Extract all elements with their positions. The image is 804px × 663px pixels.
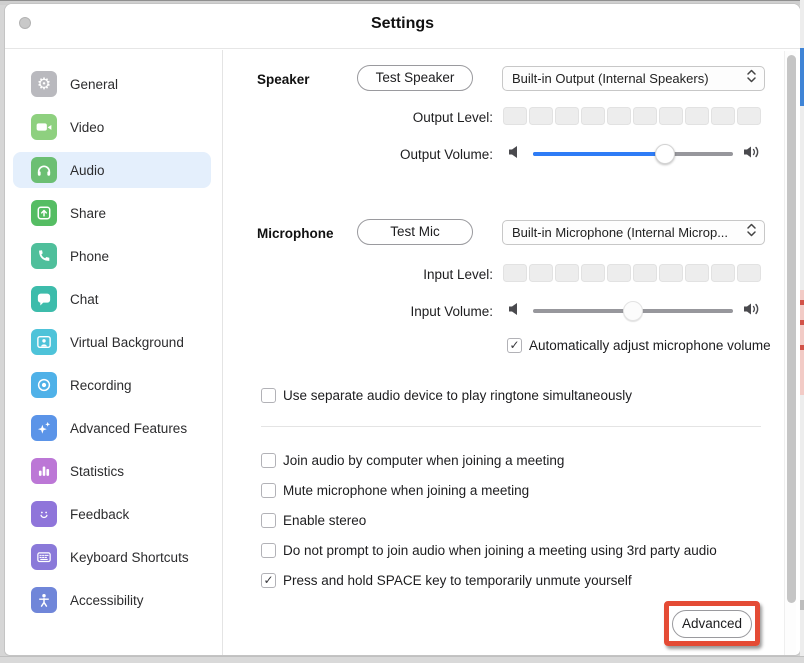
sidebar-label: Accessibility: [70, 592, 144, 608]
checkbox-enable-stereo[interactable]: [261, 513, 366, 528]
checkbox-label: Join audio by computer when joining a meeting: [283, 453, 565, 468]
speaker-section-label: Speaker: [257, 72, 310, 87]
checkbox-auto-adjust-mic-volume[interactable]: [507, 338, 771, 353]
video-camera-icon: [31, 114, 57, 140]
sidebar-label: Share: [70, 205, 107, 221]
checkbox-space-to-unmute[interactable]: [261, 573, 632, 588]
output-level-label: Output Level:: [412, 110, 493, 125]
scrollbar-track[interactable]: [784, 51, 796, 656]
output-volume-slider[interactable]: [533, 144, 733, 164]
input-level-meter: [503, 264, 761, 282]
microphone-section-label: Microphone: [257, 226, 334, 241]
speaker-device-dropdown[interactable]: [502, 66, 765, 91]
output-volume-label: Output Volume:: [399, 147, 493, 162]
headphones-icon: [31, 157, 57, 183]
advanced-button[interactable]: Advanced: [672, 610, 752, 638]
output-level-meter: [503, 107, 761, 125]
accessibility-person-icon: [31, 587, 57, 613]
sidebar-item-video[interactable]: [13, 109, 211, 145]
checkbox-box[interactable]: [261, 483, 276, 498]
chat-bubble-icon: [31, 286, 57, 312]
test-speaker-button[interactable]: Test Speaker: [357, 65, 473, 91]
sidebar-item-virtual-background[interactable]: [13, 324, 211, 360]
checkbox-mute-mic-on-join[interactable]: [261, 483, 529, 498]
input-level-label: Input Level:: [423, 267, 493, 282]
checkbox-box[interactable]: [261, 543, 276, 558]
sidebar-label: Audio: [70, 162, 105, 178]
checkbox-box[interactable]: [261, 513, 276, 528]
microphone-device-value: Built-in Microphone (Internal Microp...: [512, 225, 729, 240]
sidebar-item-advanced-features[interactable]: [13, 410, 211, 446]
input-volume-label: Input Volume:: [410, 304, 493, 319]
sidebar-label: General: [70, 76, 119, 92]
checkbox-join-audio-by-computer[interactable]: [261, 453, 564, 468]
sidebar-label: Advanced Features: [70, 420, 188, 436]
desktop-background-bottom: [0, 656, 804, 663]
sidebar-item-phone[interactable]: [13, 238, 211, 274]
checkbox-label: Enable stereo: [283, 513, 367, 528]
sidebar-label: Feedback: [70, 506, 130, 522]
speaker-high-icon: [743, 145, 760, 164]
smiley-face-icon: [31, 501, 57, 527]
phone-icon: [31, 243, 57, 269]
sparkles-icon: [31, 415, 57, 441]
checkbox-label: Mute microphone when joining a meeting: [283, 483, 530, 498]
checkmark-icon: ✓: [509, 338, 520, 352]
sidebar-item-share[interactable]: [13, 195, 211, 231]
sidebar: [5, 50, 223, 656]
test-mic-button[interactable]: Test Mic: [357, 219, 473, 245]
checkbox-no-prompt-3rd-party-audio[interactable]: [261, 543, 717, 558]
share-up-arrow-icon: [31, 200, 57, 226]
checkmark-icon: ✓: [263, 573, 274, 587]
speaker-high-icon: [743, 302, 760, 321]
scrollbar-thumb[interactable]: [787, 55, 796, 603]
sidebar-item-audio[interactable]: [13, 152, 211, 188]
sidebar-item-general[interactable]: [13, 66, 211, 102]
titlebar[interactable]: [5, 4, 800, 49]
sidebar-label: Chat: [70, 291, 99, 307]
chevron-up-down-icon: [746, 223, 757, 242]
sidebar-item-keyboard-shortcuts[interactable]: [13, 539, 211, 575]
section-divider: [261, 426, 761, 427]
bar-chart-icon: [31, 458, 57, 484]
sidebar-label: Recording: [70, 377, 132, 393]
settings-window: [4, 3, 801, 656]
gear-icon: ⚙: [31, 71, 57, 97]
speaker-device-value: Built-in Output (Internal Speakers): [512, 71, 709, 86]
microphone-device-dropdown[interactable]: [502, 220, 765, 245]
checkbox-label: Automatically adjust microphone volume: [529, 338, 771, 353]
audio-settings-panel: [224, 50, 790, 656]
sidebar-item-feedback[interactable]: [13, 496, 211, 532]
checkbox-label: Use separate audio device to play ringtone simultaneously: [283, 388, 632, 403]
input-volume-slider-thumb: [623, 301, 643, 321]
output-volume-slider-thumb[interactable]: [655, 144, 675, 164]
checkbox-box[interactable]: [261, 573, 276, 588]
slider-fill: [533, 152, 665, 156]
sidebar-item-chat[interactable]: [13, 281, 211, 317]
red-highlight-annotation: [664, 601, 760, 646]
chevron-up-down-icon: [746, 69, 757, 88]
speaker-low-icon: [508, 302, 520, 321]
sidebar-label: Keyboard Shortcuts: [70, 549, 189, 565]
record-circle-icon: [31, 372, 57, 398]
checkbox-box[interactable]: [261, 388, 276, 403]
virtual-background-icon: [31, 329, 57, 355]
sidebar-item-statistics[interactable]: [13, 453, 211, 489]
checkbox-box[interactable]: [507, 338, 522, 353]
input-volume-slider: [533, 301, 733, 321]
checkbox-label: Do not prompt to join audio when joining a meeting using 3rd party audio: [283, 543, 717, 558]
keyboard-icon: [31, 544, 57, 570]
checkbox-separate-ringtone-device[interactable]: [261, 388, 632, 403]
speaker-low-icon: [508, 145, 520, 164]
sidebar-label: Phone: [70, 248, 110, 264]
window-title: Settings: [370, 15, 435, 32]
sidebar-item-accessibility[interactable]: [13, 582, 211, 618]
sidebar-label: Statistics: [70, 463, 125, 479]
checkbox-label: Press and hold SPACE key to temporarily unmute yourself: [283, 573, 632, 588]
background-window-sliver: [800, 0, 804, 663]
sidebar-item-recording[interactable]: [13, 367, 211, 403]
sidebar-label: Virtual Background: [70, 334, 184, 350]
checkbox-box[interactable]: [261, 453, 276, 468]
sidebar-label: Video: [70, 119, 105, 135]
